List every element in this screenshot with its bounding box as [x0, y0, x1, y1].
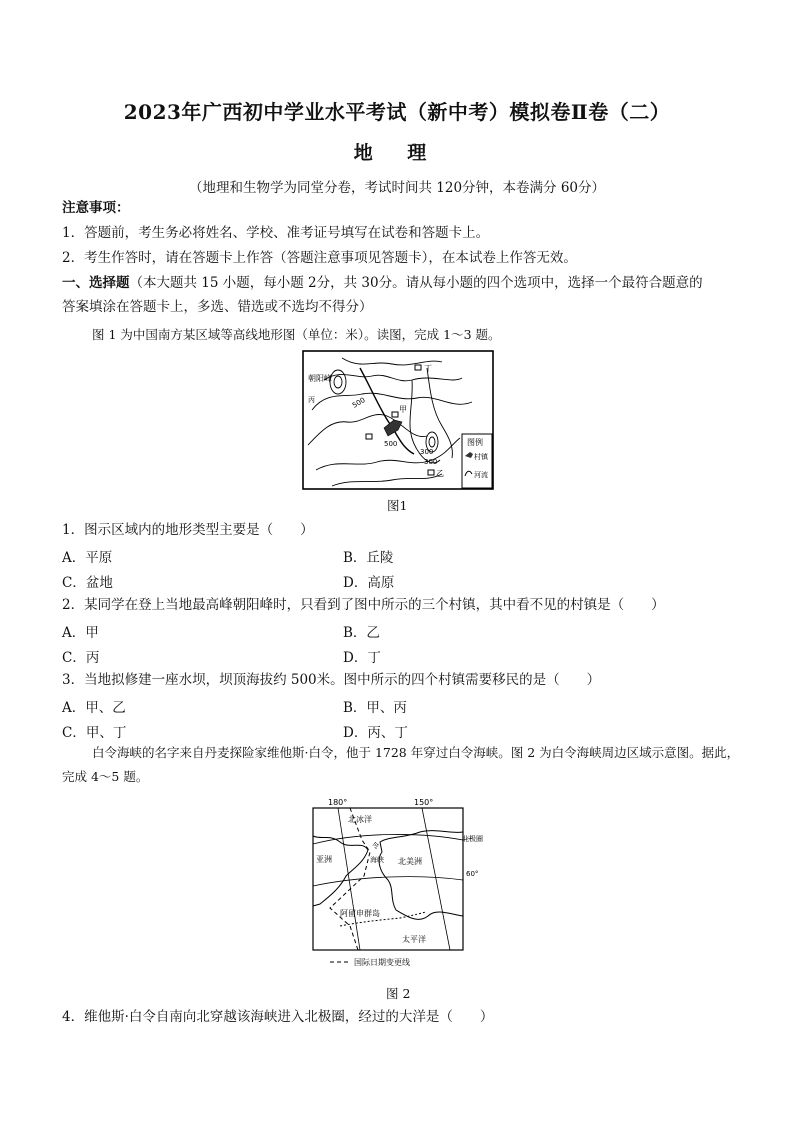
fig2-label-strait-top: 令	[372, 842, 379, 850]
q3-stem: 3．当地拟修建一座水坝，坝顶海拔约 500米。图中所示的四个村镇需要移民的是（ ）	[62, 672, 601, 688]
fig2-label-asia: 亚洲	[316, 855, 332, 864]
q2-option-d[interactable]: D．丁	[343, 650, 381, 666]
fig1-label-ding: 丁	[424, 364, 432, 373]
page-title: 2023年广西初中学业水平考试（新中考）模拟卷Ⅱ卷（二）	[123, 100, 671, 124]
fig1-label-300a: 300	[420, 448, 434, 456]
fig2-label-north-america: 北美洲	[398, 857, 422, 866]
q3-option-b[interactable]: B．甲、丙	[343, 700, 407, 716]
fig1-label-yi: 乙	[436, 469, 444, 478]
q2-option-c[interactable]: C．丙	[62, 650, 100, 666]
fig2-intro: 白令海峡的名字来自丹麦探险家维他斯·白令，他于 1728 年穿过白令海峡。图 2 为白令海峡周边区域示意图。据此，完成 4～5 题。	[62, 745, 740, 784]
fig1-legend-river: 河流	[474, 471, 488, 479]
q1-option-b[interactable]: B．丘陵	[343, 550, 394, 566]
q3-option-d[interactable]: D．丙、丁	[343, 725, 408, 741]
q1-stem: 1．图示区域内的地形类型主要是（ ）	[62, 522, 314, 538]
fig2-label-180: 180°	[328, 798, 348, 807]
fig2-legend-dateline: 国际日期变更线	[354, 958, 410, 967]
fig2-caption: 图 2	[386, 986, 411, 1001]
notice-item-2: 2．考生作答时，请在答题卡上作答（答题注意事项见答题卡），在本试卷上作答无效。	[62, 250, 577, 266]
fig1-label-bing: 丙	[308, 396, 315, 404]
q2-option-a[interactable]: A．甲	[62, 625, 99, 641]
q4-stem: 4．维他斯·白令自南向北穿越该海峡进入北极圈，经过的大洋是（ ）	[62, 1009, 494, 1025]
fig2-label-pacific: 太平洋	[402, 935, 426, 944]
fig2-label-aleutian: 阿留申群岛	[340, 909, 380, 918]
q2-option-b[interactable]: B．乙	[343, 625, 380, 641]
fig1-legend-village: 村镇	[474, 453, 488, 461]
fig2-label-150: 150°	[414, 798, 434, 807]
q1-option-d[interactable]: D．高原	[343, 575, 395, 591]
section-1-desc-2: 答案填涂在答题卡上，多选、错选或不选均不得分）	[62, 299, 373, 315]
fig1-contour-map	[302, 350, 494, 490]
fig2-label-60: 60°	[466, 870, 479, 878]
fig1-label-500a: 500	[351, 396, 367, 410]
q3-option-a[interactable]: A．甲、乙	[62, 700, 126, 716]
notice-heading: 注意事项：	[62, 200, 130, 216]
fig2-label-arctic-circle: 北极圈	[462, 835, 483, 843]
fig1-label-jia: 甲	[399, 405, 407, 414]
q3-option-c[interactable]: C．甲、丁	[62, 725, 127, 741]
q1-option-a[interactable]: A．平原	[62, 550, 113, 566]
fig1-label-500b: 500	[384, 440, 398, 448]
subject-title: 地 理	[353, 142, 441, 164]
exam-note: （地理和生物学为同堂分卷，考试时间共 120分钟，本卷满分 60分）	[188, 180, 606, 196]
fig1-label-peak: 朝阳峰	[308, 374, 332, 383]
fig1-caption: 图1	[387, 498, 408, 513]
section-1-label: 一、选择题	[62, 275, 130, 291]
fig1-label-300b: 300	[424, 458, 438, 466]
fig2-label-arctic-ocean: 北冰洋	[348, 815, 372, 824]
fig1-legend-title: 图例	[467, 438, 483, 447]
fig2-bering-map	[310, 796, 488, 970]
notice-item-1: 1．答题前，考生务必将姓名、学校、准考证号填写在试卷和答题卡上。	[62, 225, 490, 241]
section-1-header	[62, 274, 703, 292]
section-1-desc: （本大题共 15 小题，每小题 2分，共 30分。请从每小题的四个选项中，选择一个最符合题意的	[129, 275, 703, 291]
q2-stem: 2．某同学在登上当地最高峰朝阳峰时，只看到了图中所示的三个村镇，其中看不见的村镇是（ ）	[62, 597, 665, 613]
fig2-label-strait: 海峡	[370, 856, 384, 864]
q1-option-c[interactable]: C．盆地	[62, 575, 113, 591]
fig1-intro: 图 1 为中国南方某区域等高线地形图（单位：米）。读图，完成 1～3 题。	[92, 327, 501, 342]
